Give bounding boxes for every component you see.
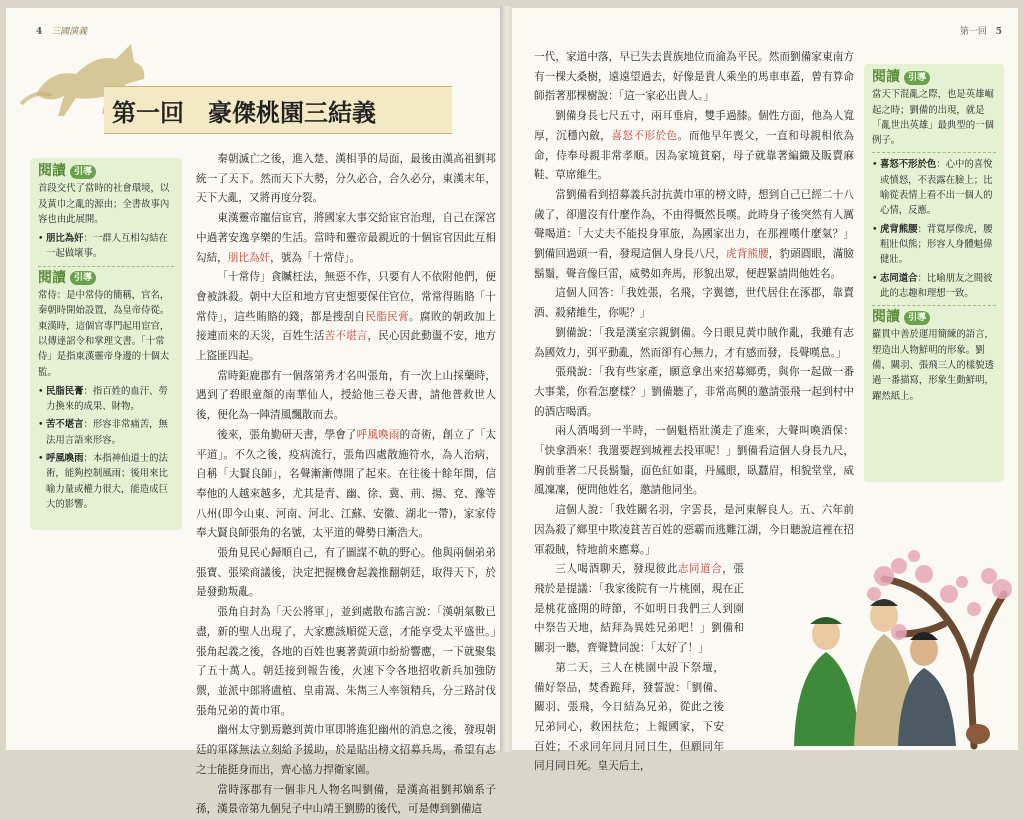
term-word: 朋比為奸 xyxy=(46,233,84,245)
paragraph: 張飛說：「我有些家產，願意拿出來招募鄉勇，與你一起做一番大事業，你看怎麼樣？」劉備聽了，非常高興的邀請張飛一起到村中的酒店喝酒。 xyxy=(534,366,854,418)
guide-heading-2 xyxy=(872,310,996,325)
divider xyxy=(872,305,996,306)
highlight-term: 呼風喚雨 xyxy=(356,428,400,441)
divider xyxy=(38,266,174,267)
term-item xyxy=(38,417,174,448)
guide-title: 閱讀 xyxy=(872,309,900,326)
running-head: 第一回 xyxy=(959,27,987,37)
term-item xyxy=(38,384,174,415)
term-item xyxy=(38,451,174,512)
guide-heading xyxy=(38,164,174,179)
term-definition: ：背寬厚像虎，腰粗壯似熊；形容人身體魁偉健壯。 xyxy=(880,223,993,266)
paragraph xyxy=(196,426,496,544)
term-definition: ：比喻朋友之間彼此的志趣和理想一致。 xyxy=(880,272,993,299)
term-definition: ：形容非常痛苦，無法用言語來形容。 xyxy=(46,419,168,446)
highlight-term: 志同道合 xyxy=(677,563,723,576)
guide-badge: 引導 xyxy=(70,165,96,179)
paragraph: 這個人回答：「我姓張，名飛，字翼德，世代居住在涿郡，靠賣酒、殺豬維生，你呢？」 xyxy=(534,287,854,320)
guide-terms xyxy=(38,231,174,262)
text-run: 劉備身長七尺五寸，兩耳垂肩，雙手過膝。個性方面，他為人寬厚，沉穩內斂， xyxy=(534,110,854,142)
chapter-title: 第一回 豪傑桃園三結義 xyxy=(112,99,376,127)
paragraph: 這個人說：「我姓關名羽，字雲長，是河東解良人。五、六年前因為殺了鄉里中欺凌貧苦百姓的惡霸而逃難江湖，今日聽說這裡在招軍殺賊，特地前來應募。」 xyxy=(534,504,854,556)
divider xyxy=(872,152,996,153)
guide-intro: 當天下混亂之際，也是英雄崛起之時；劉備的出現，就是「亂世出英雄」最典型的一個例子。 xyxy=(872,89,994,147)
paragraph: 第二天，三人在桃園中設下祭壇，備好祭品，焚香跪拜，發誓說：「劉備、關羽、張飛，今日結為兄弟，從此之後兄弟同心，救困扶危；上報國家，下安百姓；不求同年同月同日生，但願同年同月同日死。皇天后土， xyxy=(534,661,724,773)
guide-terms-2 xyxy=(38,384,174,512)
paragraph: 當時鉅鹿郡有一個落第秀才名叫張角，有一次上山採藥時，遇到了碧眼童顏的南華仙人，授給他三卷天書，請他普救世人後，便化為一陣清風飄散而去。 xyxy=(196,369,496,422)
paragraph: 張角見民心歸順自己，有了圖謀不軌的野心。他與兩個弟弟張寶、張梁商議後，決定把握機會起義推翻朝廷，取得天下，於是發動叛亂。 xyxy=(196,547,496,599)
right-header xyxy=(960,24,1002,37)
guide-badge: 引導 xyxy=(904,311,930,325)
term-definition: ：心中的喜悅或憤怒，不表露在臉上；比喻從表情上看不出一個人的心情，反應。 xyxy=(880,159,993,217)
guide-badge: 引導 xyxy=(70,271,96,285)
guide-heading-2 xyxy=(38,271,174,286)
guide-intro: 首段交代了當時的社會環境，以及黃巾之亂的源由；全書故事內容也由此展開。 xyxy=(38,183,170,225)
text-run: ，豹頭圓眼，滿臉鬍鬚，聲音像巨雷，威勢如奔馬，形貌出眾，便趕緊請問他姓名。 xyxy=(534,248,855,280)
text-run: ，民心因此動盪不安，地方上盜匪四起。 xyxy=(196,330,496,363)
highlight-term: 喜怒不形於色 xyxy=(611,129,678,142)
text-run: 「十常侍」貪贓枉法，無惡不作，只要有人不依附他們，便會被誅殺。朝中大臣和地方官吏想要保住官位，常常得賄賂「十常侍」，這些賄賂的錢，都是搜刮自 xyxy=(196,271,496,323)
paragraph: 兩人酒喝到一半時，一個魁梧壯漢走了進來，大聲叫喚酒保：「快拿酒來！我還要趕到城裡去投軍呢！」劉備看這個人身長九尺，胸前垂著二尺長鬍鬚，面色紅如棗，丹鳳眼，臥蠶眉，相貌堂堂，威風凜凜，便問他姓名，邀請他同坐。 xyxy=(534,425,854,497)
text-run: 的奇術，創立了「太平道」。不久之後，疫病流行，張角四處散施符水，為人治病，自稱「大賢良師」，名聲漸漸傳開了起來。在往後十餘年間，信奉他的人越來越多，尤其是青、幽、徐、冀、荊、揚、兗、豫等八州(即今山東、河南、河北、江蘇、安徽、湖北一帶)，家家侍奉大賢良師張角的名號，太平道的聲勢日漸浩大。 xyxy=(196,428,497,540)
highlight-term: 苦不堪言 xyxy=(324,330,368,343)
highlight-term: 朋比為奸 xyxy=(227,251,271,264)
guide-intro-2: 常侍：是中常侍的簡稱，官名，秦朝時開始設置，為皇帝侍從。東漢時，這個官專門起用宦官，以傳達詔令和掌理文書。「十常侍」是指東漢靈帝身邊的十個太監。 xyxy=(38,290,170,378)
guide-intro-2: 羅貫中善於運用簡練的語言，塑造出人物鮮明的形象。劉備、關羽、張飛三人的樣貌透過一番描寫，形象生動鮮明，躍然紙上。 xyxy=(872,329,994,402)
term-item xyxy=(872,157,996,218)
paragraph: 一代，家道中落，早已失去貴族地位而淪為平民。然而劉備家東南方有一棵大桑樹，遠遠望過去，好像是貴人乘坐的馬車車蓋，曾有算命師指著那棵樹說：「這一家必出貴人。」 xyxy=(534,51,854,103)
text-run: ，號為「十常侍」。 xyxy=(270,251,361,264)
page-number: 4 xyxy=(36,27,43,37)
highlight-term: 民脂民膏 xyxy=(365,310,410,323)
paragraph: 幽州太守劉焉聽到黃巾軍即將進犯幽州的消息之後，發現朝廷的軍隊無法立刻給予援助，於是貼出榜文招募兵馬，希望有志之士能挺身而出，齊心協力捍衛家園。 xyxy=(196,724,496,776)
chapter-title-band xyxy=(104,86,452,134)
guide-title: 閱讀 xyxy=(38,269,66,286)
term-word: 苦不堪言 xyxy=(46,419,84,431)
text-run: 。而他早年喪父，一直和母親相依為命，侍奉母親非常孝順。因為家境貧窮，母子就靠著編織及販賣麻鞋、草席維生。 xyxy=(534,129,855,182)
term-definition: ：指百姓的血汗、勞力換來的成果、財物。 xyxy=(46,385,168,413)
term-word: 虎背熊腰 xyxy=(880,223,918,235)
term-item xyxy=(872,222,996,268)
text-run: 當劉備看到招募義兵討抗黃巾軍的榜文時，想到自己已經二十八歲了，卻還沒有什麼作為，不由得慨然長嘆。此時身子後突然有人厲聲喝道：「大丈夫不能投身軍旅，為國家出力，在那裡嘆什麼氣？」劉備回過頭一看，發現這個人身長八尺， xyxy=(534,188,854,261)
guide-title: 閱讀 xyxy=(38,163,66,179)
page-number: 5 xyxy=(995,27,1002,37)
term-word: 喜怒不形於色 xyxy=(880,159,937,171)
guide-heading xyxy=(872,70,996,85)
text-run: 三人喝酒聊天，發現彼此 xyxy=(555,563,678,576)
paragraph: 秦朝滅亡之後，進入楚、漢相爭的局面，最後由漢高祖劉邦統一了天下。然而天下大勢，分久必合，合久必分，東漢末年，天下大亂，又將再度分裂。 xyxy=(196,153,496,205)
guide-terms xyxy=(872,157,996,301)
paragraph xyxy=(196,268,496,367)
term-definition: ：一群人互相勾結在一起做壞事。 xyxy=(46,233,168,260)
watermark xyxy=(442,574,572,734)
term-item xyxy=(872,271,996,302)
paragraph xyxy=(534,107,854,186)
guide-title: 閱讀 xyxy=(872,69,900,85)
text-run: 東漢靈帝寵信宦官，將國家大事交給宦官治理，自己在深宮中過著安逸享樂的生活。當時和靈帝最親近的十個宦官因此互相勾結， xyxy=(196,212,496,264)
right-page xyxy=(512,8,1018,773)
term-word: 民脂民膏 xyxy=(46,385,84,397)
paragraph xyxy=(196,209,496,268)
term-item xyxy=(38,231,174,262)
text-run: 後來，張角勤研天書，學會了 xyxy=(217,428,357,441)
left-reading-guide xyxy=(30,158,182,530)
running-head: 三國演義 xyxy=(51,27,88,37)
term-definition: ：本指神仙道士的法術，能夠控制風雨；後用來比喻力量或權力很大，能造成巨大的影響。 xyxy=(46,453,168,510)
left-page xyxy=(6,8,506,816)
text-run: ，張飛於是提議：「我家後院有一片桃園，現在正是桃花盛開的時節，不如明日我們三人到園中祭告天地，結拜為異姓兄弟吧！」劉備和關羽一聽，齊聲贊同說：「太好了！」 xyxy=(534,563,745,655)
term-word: 呼風喚雨 xyxy=(46,453,84,465)
paragraph: 張角自封為「天公將軍」，並到處散布謠言說：「漢朝氣數已盡，新的聖人出現了，大家應該順從天意，才能享受太平盛世。」張角起義之後，各地的百姓也裹著黃頭巾紛紛響應，一下就聚集了五十萬人。朝廷接到報告後，火速下令各地招收新兵加強防禦，並派中郎將盧植、皇甫嵩、朱雋三人率領精兵，分三路討伐張角兄弟的黃巾軍。 xyxy=(196,606,496,717)
highlight-term: 虎背熊腰 xyxy=(726,248,769,261)
right-reading-guide xyxy=(864,64,1004,482)
term-word: 志同道合 xyxy=(880,272,918,284)
guide-badge: 引導 xyxy=(904,71,930,85)
paragraph xyxy=(534,186,854,285)
paragraph: 劉備說：「我是漢室宗親劉備。今日眼見黃巾賊作亂，我雖有志為國效力，弭平動亂，然而卻有心無力，才有感而發，長聲嘆息。」 xyxy=(534,326,854,359)
three-brothers-illustration-icon xyxy=(774,484,1014,746)
paragraph: 當時涿郡有一個非凡人物名叫劉備，是漢高祖劉邦嫡系子孫，漢景帝第九個兒子中山靖王劉勝的後代，可是傳到劉備這 xyxy=(196,783,496,816)
text-run: 。腐敗的朝政加上接連而來的天災，百姓生活 xyxy=(196,310,497,343)
